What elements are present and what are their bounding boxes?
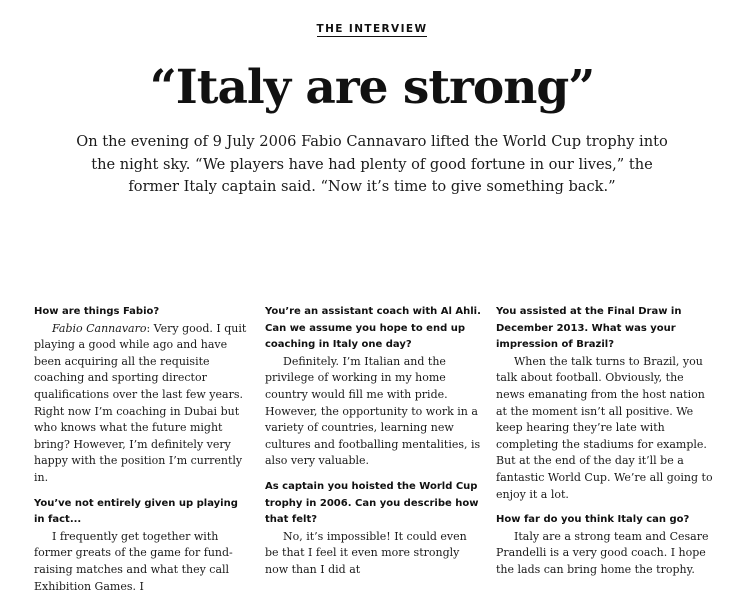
interview-answer bbox=[34, 321, 251, 487]
interview-question: You assisted at the Final Draw in December 2013. What was your impression of Brazil? bbox=[496, 306, 682, 351]
interview-answer: Definitely. I’m Italian and the privilege of working in my home country would fill me with pride. However, the opportunity to work in a variety of countries, learning new cultures and footballing mentalities, is also very valuable. bbox=[265, 354, 481, 468]
section-label bbox=[0, 19, 744, 37]
interview-question: As captain you hoisted the World Cup trophy in 2006. Can you describe how that felt? bbox=[265, 480, 479, 526]
interview-question: How far do you think Italy can go? bbox=[496, 514, 690, 526]
article-column-3 bbox=[496, 304, 713, 588]
speaker-name: Fabio Cannavaro bbox=[52, 321, 147, 335]
article-headline: “Italy are strong” bbox=[149, 60, 595, 115]
interview-question: You’ve not entirely given up playing in fact... bbox=[34, 497, 238, 526]
interview-answer: Italy are a strong team and Cesare Prandelli is a very good coach. I hope the lads can bring home the trophy. bbox=[496, 529, 709, 576]
section-label-text: THE INTERVIEW bbox=[316, 23, 428, 35]
interview-question: How are things Fabio? bbox=[34, 306, 160, 317]
article-column-2 bbox=[265, 304, 482, 588]
article-lede: On the evening of 9 July 2006 Fabio Cannavaro lifted the World Cup trophy into the night sky. “We players have had plenty of good fortune in our lives,” the former Italy captain said. “Now it’s time to give something back.” bbox=[76, 133, 668, 195]
interview-answer: No, it’s impossible! It could even be that I feel it even more strongly now than I did at bbox=[265, 529, 467, 576]
interview-answer: When the talk turns to Brazil, you talk about football. Obviously, the news emanating from the host nation at the moment isn’t all positive. We keep hearing they’re late with completing the stadiums for example. But at the end of the day it’ll be a fantastic World Cup. We’re all going to enjoy it a lot. bbox=[496, 354, 713, 501]
answer-text: : Very good. I quit playing a good while ago and have been acquiring all the requisite coaching and sporting director qualifications over the last few years. Right now I’m coaching in Dubai but who knows what the future might bring? However, I’m definitely very happy with the position I’m currently in. bbox=[34, 321, 247, 484]
interview-question: You’re an assistant coach with Al Ahli. Can we assume you hope to end up coaching in Italy one day? bbox=[265, 306, 481, 351]
interview-answer: I frequently get together with former greats of the game for fund-raising matches and what they call Exhibition Games. I bbox=[34, 529, 233, 593]
article-column-1 bbox=[34, 304, 251, 604]
